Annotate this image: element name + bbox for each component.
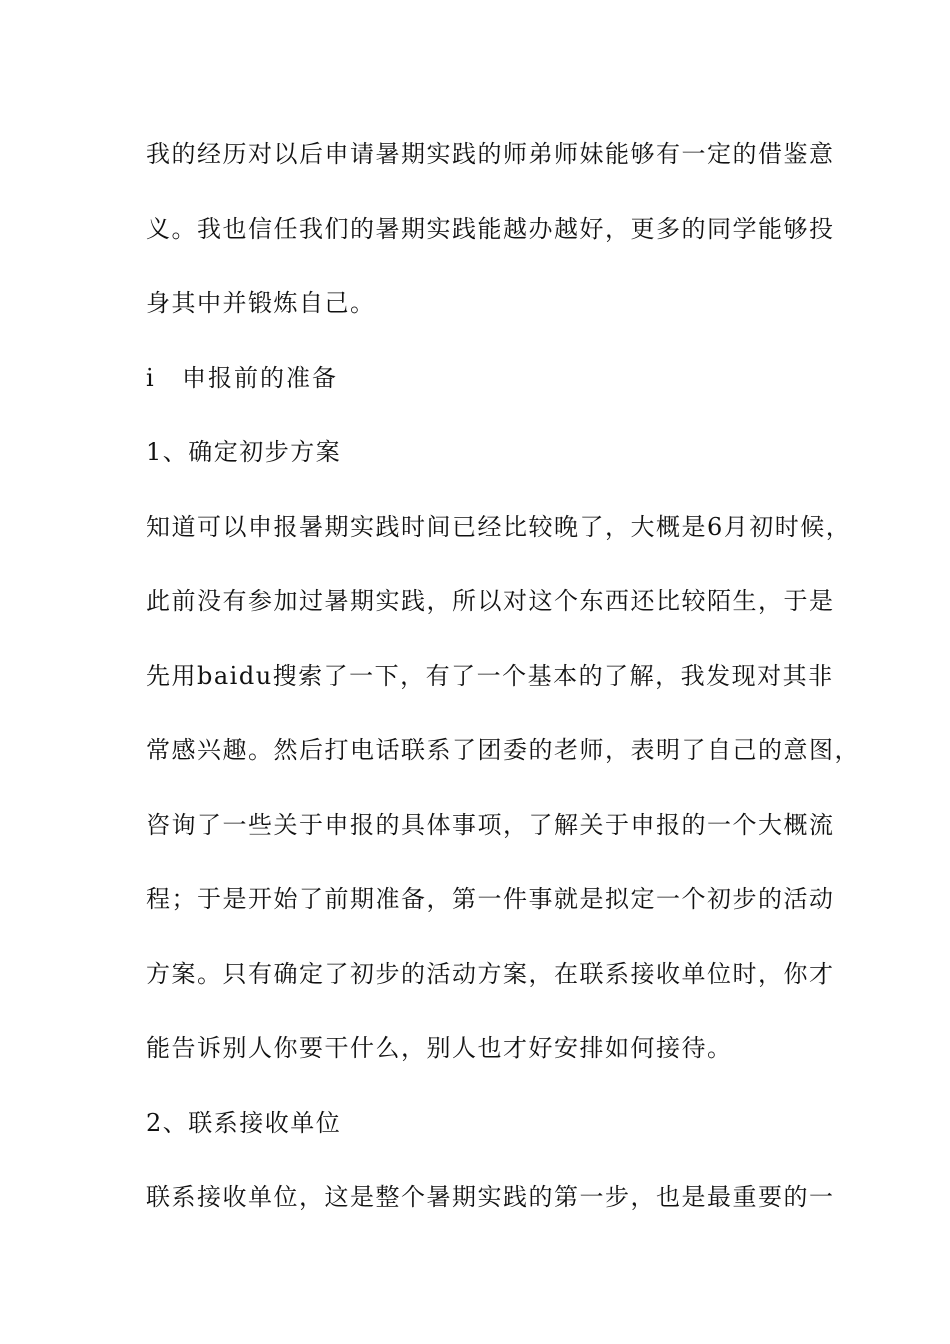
paragraph-line: 义。我也信任我们的暑期实践能越办越好，更多的同学能够投: [146, 214, 835, 243]
paragraph-line: 咨询了一些关于申报的具体事项，了解关于申报的一个大概流: [146, 810, 835, 839]
subsection-heading: 1、确定初步方案: [146, 438, 342, 466]
subsection-heading: 2、联系接收单位: [146, 1108, 342, 1137]
section-heading-marker: i: [146, 363, 156, 392]
paragraph-line: 此前没有参加过暑期实践，所以对这个东西还比较陌生，于是: [146, 587, 835, 615]
paragraph-line: 身其中并锻炼自己。: [146, 289, 376, 317]
paragraph-line: 方案。只有确定了初步的活动方案，在联系接收单位时，你才: [146, 959, 835, 988]
paragraph-line: 我的经历对以后申请暑期实践的师弟师妹能够有一定的借鉴意: [146, 140, 835, 168]
paragraph-line: 知道可以申报暑期实践时间已经比较晚了，大概是6月初时候，: [146, 512, 852, 541]
section-heading: [146, 354, 836, 429]
paragraph-line: 能告诉别人你要干什么，别人也才好安排如何接待。: [146, 1034, 733, 1062]
paragraph-line: 常感兴趣。然后打电话联系了团委的老师，表明了自己的意图，: [146, 736, 860, 764]
paragraph-line: 联系接收单位，这是整个暑期实践的第一步，也是最重要的一: [146, 1183, 835, 1211]
section-heading-title: 申报前的准备: [182, 363, 338, 392]
paragraph-line: 先用baidu搜索了一下，有了一个基本的了解，我发现对其非: [146, 661, 834, 690]
document-body: [146, 130, 860, 1248]
paragraph-line: 程；于是开始了前期准备，第一件事就是拟定一个初步的活动: [146, 885, 835, 913]
